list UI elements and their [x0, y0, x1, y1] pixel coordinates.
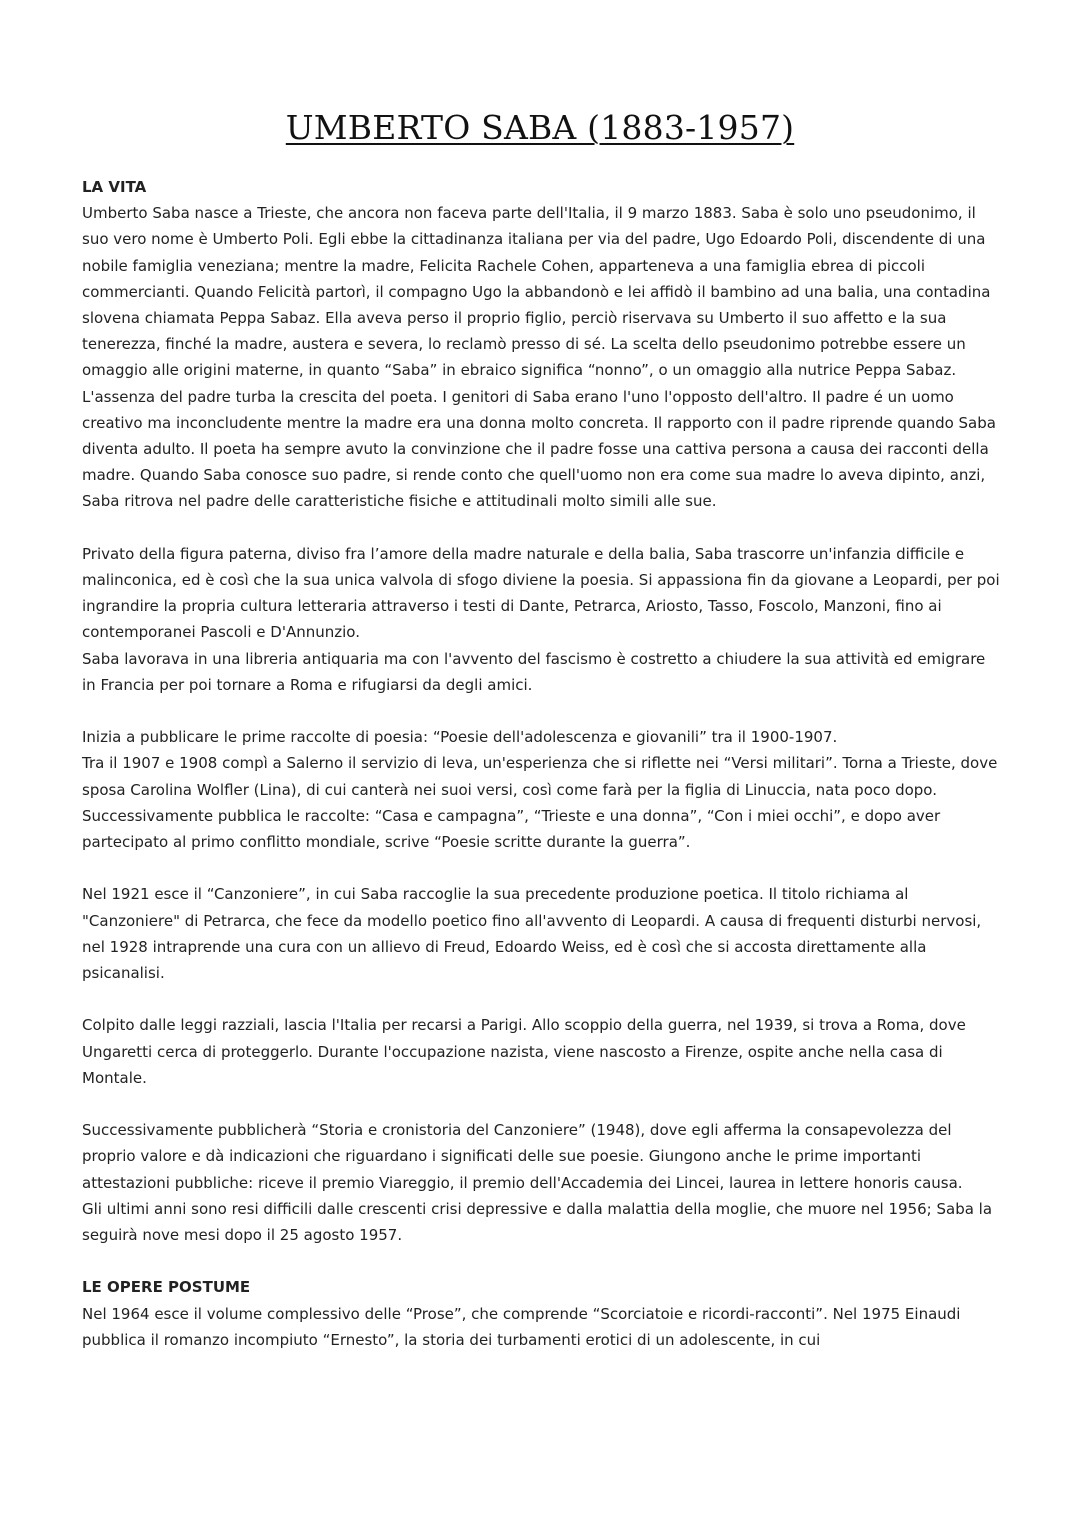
paragraph-spacer — [82, 1248, 1002, 1274]
paragraph: Privato della figura paterna, diviso fra l’amore della madre naturale e della balia, Saba trascorre un'infanzia difficile e malinconica, ed è così che la sua unica valvola di sfogo diviene la poesia. Si appassiona fin da giovane a Leopardi, per poi ingrandire la propria cultura letteraria attraverso i testi di Dante, Petrarca, Ariosto, Tasso, Foscolo, Manzoni, fino ai contemporanei Pascoli e D'Annunzio. — [82, 544, 1000, 642]
page-title: UMBERTO SABA (1883-1957) — [285, 108, 795, 147]
paragraph: Nel 1964 esce il volume complessivo delle “Prose”, che comprende “Scorciatoie e ricordi-racconti”. Nel 1975 Einaudi pubblica il romanzo incompiuto “Ernesto”, la storia dei turbamenti erotici di un adolescente, in cui — [82, 1304, 961, 1349]
paragraph: Gli ultimi anni sono resi difficili dalle crescenti crisi depressive e dalla malattia della moglie, che muore nel 1956; Saba la seguirà nove mesi dopo il 25 agosto 1957. — [82, 1199, 993, 1245]
paragraph-spacer — [82, 515, 1002, 541]
paragraph: Successivamente pubblicherà “Storia e cronistoria del Canzoniere” (1948), dove egli afferma la consapevolezza del proprio valore e dà indicazioni che riguardano i significati delle sue poesie. Giungono anche le prime importanti attestazioni pubbliche: riceve il premio Viareggio, il premio dell'Accademia dei Lincei, laurea in lettere honoris causa. — [82, 1121, 963, 1192]
paragraph-spacer — [82, 855, 1002, 881]
document-body — [82, 174, 1002, 1353]
paragraph: Saba lavorava in una libreria antiquaria ma con l'avvento del fascismo è costretto a chiudere la sua attività ed emigrare in Francia per poi tornare a Roma e rifugiarsi da degli amici. — [82, 649, 986, 694]
paragraph: Nel 1921 esce il “Canzoniere”, in cui Saba raccoglie la sua precedente produzione poetica. Il titolo richiama al "Canzoniere" di Petrarca, che fece da modello poetico fino all'avvento di Leopardi. A causa di frequenti disturbi nervosi, nel 1928 intraprende una cura con un allievo di Freud, Edoardo Weiss, ed è così che si accosta direttamente alla psicanalisi. — [82, 885, 982, 983]
paragraph: Inizia a pubblicare le prime raccolte di poesia: “Poesie dell'adolescenza e giovanili” tra il 1900-1907. — [82, 728, 838, 747]
paragraph: Umberto Saba nasce a Trieste, che ancora non faceva parte dell'Italia, il 9 marzo 1883. Saba è solo uno pseudonimo, il suo vero nome è Umberto Poli. Egli ebbe la cittadinanza italiana per via del padre, Ugo Edoardo Poli, discendente di una nobile famiglia veneziana; mentre la madre, Felicita Rachele Cohen, apparteneva a una famiglia ebrea di piccoli commercianti. Quando Felicità partorì, il compagno Ugo la abbandonò e lei affidò il bambino ad una balia, una contadina slovena chiamata Peppa Sabaz. Ella aveva perso il proprio figlio, perciò riservava su Umberto il suo affetto e la sua tenerezza, finché la madre, austera e severa, lo reclamò presso di sé. La scelta dello pseudonimo potrebbe essere un omaggio alle origini materne, in quanto “Saba” in ebraico significa “nonno”, o un omaggio alla nutrice Peppa Sabaz. L'assenza del padre turba la crescita del poeta. I genitori di Saba erano l'uno l'opposto dell'altro. Il padre é un uomo creativo ma inconcludente mentre la madre era una donna molto concreta. Il rapporto con il padre riprende quando Saba diventa adulto. Il poeta ha sempre avuto la convinzione che il padre fosse una cattiva persona a causa dei racconti della madre. Quando Saba conosce suo padre, si rende conto che quell'uomo non era come sua madre lo aveva dipinto, anzi, Saba ritrova nel padre delle caratteristiche fisiche e attitudinali molto simili alle sue. — [82, 204, 996, 511]
paragraph: Colpito dalle leggi razziali, lascia l'Italia per recarsi a Parigi. Allo scoppio della guerra, nel 1939, si trova a Roma, dove Ungaretti cerca di proteggerlo. Durante l'occupazione nazista, viene nascosto a Firenze, ospite anche nella casa di Montale. — [82, 1016, 966, 1087]
section-heading-le-opere-postume: LE OPERE POSTUME — [82, 1278, 251, 1297]
paragraph: Tra il 1907 e 1908 compì a Salerno il servizio di leva, un'esperienza che si riflette nei “Versi militari”. Torna a Trieste, dove sposa Carolina Wolfler (Lina), di cui canterà nei suoi versi, così come farà per la figlia di Linuccia, nata poco dopo. Successivamente pubblica le raccolte: “Casa e campagna”, “Trieste e una donna”, “Con i miei occhi”, e dopo aver partecipato al primo conflitto mondiale, scrive “Poesie scritte durante la guerra”. — [82, 754, 998, 852]
paragraph-spacer — [82, 1091, 1002, 1117]
paragraph-spacer — [82, 698, 1002, 724]
paragraph-spacer — [82, 986, 1002, 1012]
section-heading-la-vita: LA VITA — [82, 178, 147, 196]
